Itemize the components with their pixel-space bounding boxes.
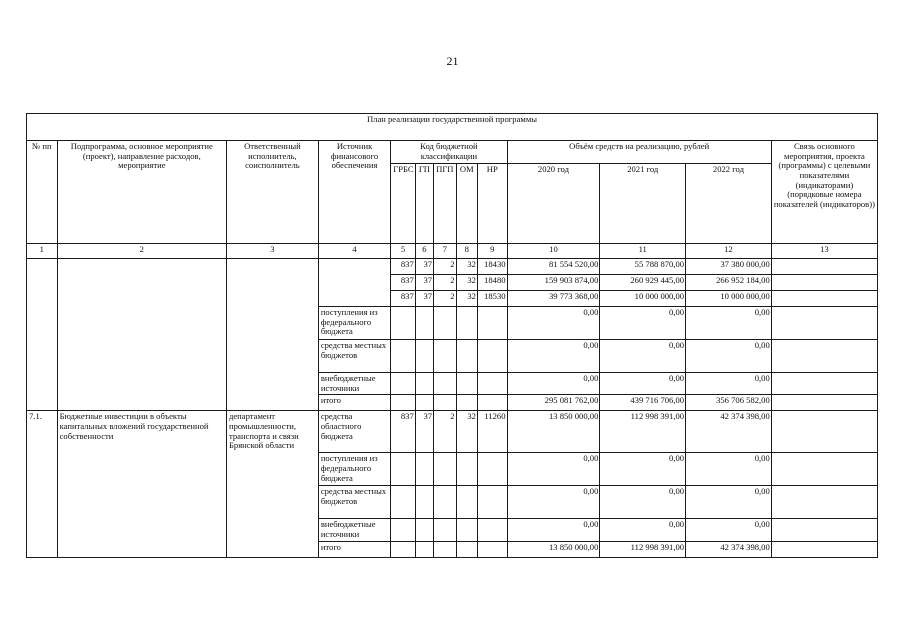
cell-pgp: 2 — [434, 411, 456, 453]
cell-2020: 0,00 — [507, 307, 600, 340]
cell-2021: 112 998 391,00 — [600, 411, 686, 453]
cell-gp: 37 — [415, 411, 433, 453]
cell-om: 32 — [456, 291, 477, 307]
cell-source: итого — [318, 541, 390, 557]
header-budget-code: Код бюджетной классификации — [391, 141, 507, 164]
cell-gp: 37 — [415, 259, 433, 275]
cell-2021: 0,00 — [600, 340, 686, 373]
cell-2022: 0,00 — [686, 486, 772, 519]
cell-2020: 0,00 — [507, 340, 600, 373]
cell-gp: 37 — [415, 291, 433, 307]
cell-pgp: 2 — [434, 275, 456, 291]
header-2022: 2022 год — [686, 164, 772, 244]
cell-num — [27, 259, 58, 411]
cell-om: 32 — [456, 275, 477, 291]
table-row — [27, 411, 878, 453]
cell-2021: 112 998 391,00 — [600, 541, 686, 557]
page-number: 21 — [446, 54, 459, 68]
cell-2022: 0,00 — [686, 519, 772, 541]
header-grbs: ГРБС — [391, 164, 415, 244]
cell-2020: 0,00 — [507, 373, 600, 395]
cell-link — [771, 340, 877, 373]
cell-2022: 0,00 — [686, 453, 772, 486]
cell-2020: 0,00 — [507, 486, 600, 519]
col-number: 4 — [318, 244, 390, 259]
col-number: 3 — [226, 244, 318, 259]
header-2021: 2021 год — [600, 164, 686, 244]
cell-2022: 0,00 — [686, 307, 772, 340]
cell-grbs: 837 — [391, 411, 415, 453]
header-program: Подпрограмма, основное мероприятие (проект), направление расходов, мероприятие — [57, 141, 226, 244]
cell-program: Бюджетные инвестиции в объекты капитальных вложений государственной собственности — [57, 411, 226, 557]
col-number: 10 — [507, 244, 600, 259]
header-pgp: ПГП — [434, 164, 456, 244]
cell-2020: 13 850 000,00 — [507, 411, 600, 453]
cell-2021: 0,00 — [600, 453, 686, 486]
cell-link — [771, 259, 877, 275]
column-number-row — [27, 244, 878, 259]
cell-source: средства местных бюджетов — [318, 486, 390, 519]
cell-nr: 18480 — [477, 275, 507, 291]
program-plan-table — [26, 113, 878, 558]
cell-2020: 13 850 000,00 — [507, 541, 600, 557]
cell-source: средства местных бюджетов — [318, 340, 390, 373]
header-num: № пп — [27, 141, 58, 244]
cell-2022: 0,00 — [686, 340, 772, 373]
cell-2022: 42 374 398,00 — [686, 411, 772, 453]
cell-2020: 295 081 762,00 — [507, 395, 600, 411]
header-om: ОМ — [456, 164, 477, 244]
cell-2020: 0,00 — [507, 453, 600, 486]
cell-source: средства областного бюджета — [318, 411, 390, 453]
cell-source: поступления из федерального бюджета — [318, 307, 390, 340]
cell-grbs: 837 — [391, 291, 415, 307]
cell-source — [318, 259, 390, 307]
cell-2021: 10 000 000,00 — [600, 291, 686, 307]
cell-link — [771, 541, 877, 557]
cell-link — [771, 519, 877, 541]
cell-source: внебюджетные источники — [318, 519, 390, 541]
cell-2021: 55 788 870,00 — [600, 259, 686, 275]
cell-2021: 0,00 — [600, 373, 686, 395]
cell-grbs: 837 — [391, 275, 415, 291]
cell-2022: 10 000 000,00 — [686, 291, 772, 307]
cell-link — [771, 373, 877, 395]
col-number: 13 — [771, 244, 877, 259]
header-source: Источник финансового обеспечения — [318, 141, 390, 244]
cell-nr: 11260 — [477, 411, 507, 453]
header-2020: 2020 год — [507, 164, 600, 244]
header-responsible: Ответственный исполнитель, соисполнитель — [226, 141, 318, 244]
col-number: 5 — [391, 244, 415, 259]
cell-program — [57, 259, 226, 411]
col-number: 8 — [456, 244, 477, 259]
col-number: 7 — [434, 244, 456, 259]
col-number: 11 — [600, 244, 686, 259]
cell-2021: 0,00 — [600, 486, 686, 519]
col-number: 1 — [27, 244, 58, 259]
cell-2021: 439 716 706,00 — [600, 395, 686, 411]
cell-om: 32 — [456, 259, 477, 275]
header-nr: НР — [477, 164, 507, 244]
cell-2020: 39 773 368,00 — [507, 291, 600, 307]
col-number: 9 — [477, 244, 507, 259]
cell-link — [771, 291, 877, 307]
cell-pgp: 2 — [434, 259, 456, 275]
cell-num: 7.1. — [27, 411, 58, 557]
cell-2020: 159 903 874,00 — [507, 275, 600, 291]
cell-source: итого — [318, 395, 390, 411]
table-row — [27, 259, 878, 275]
cell-nr: 18430 — [477, 259, 507, 275]
cell-source: внебюджетные источники — [318, 373, 390, 395]
cell-link — [771, 486, 877, 519]
cell-link — [771, 307, 877, 340]
cell-responsible — [226, 259, 318, 411]
cell-2021: 0,00 — [600, 307, 686, 340]
header-volume: Объём средств на реализацию, рублей — [507, 141, 771, 164]
table-title: План реализации государственной программы — [27, 114, 878, 141]
header-gp: ГП — [415, 164, 433, 244]
cell-2020: 81 554 520,00 — [507, 259, 600, 275]
cell-source: поступления из федерального бюджета — [318, 453, 390, 486]
cell-link — [771, 275, 877, 291]
cell-gp: 37 — [415, 275, 433, 291]
cell-2021: 260 929 445,00 — [600, 275, 686, 291]
cell-2022: 37 380 000,00 — [686, 259, 772, 275]
col-number: 2 — [57, 244, 226, 259]
cell-nr: 18530 — [477, 291, 507, 307]
cell-2021: 0,00 — [600, 519, 686, 541]
cell-2022: 42 374 398,00 — [686, 541, 772, 557]
cell-2022: 0,00 — [686, 373, 772, 395]
col-number: 12 — [686, 244, 772, 259]
cell-2022: 356 706 582,00 — [686, 395, 772, 411]
cell-link — [771, 453, 877, 486]
header-link: Связь основного мероприятия, проекта (программы) с целевыми показателями (индикаторами) (порядковые номера показателей (индикаторов)) — [771, 141, 877, 244]
cell-om: 32 — [456, 411, 477, 453]
cell-grbs: 837 — [391, 259, 415, 275]
cell-2020: 0,00 — [507, 519, 600, 541]
cell-link — [771, 411, 877, 453]
col-number: 6 — [415, 244, 433, 259]
cell-pgp: 2 — [434, 291, 456, 307]
cell-responsible: департамент промышленности, транспорта и связи Брянской области — [226, 411, 318, 557]
cell-link — [771, 395, 877, 411]
cell-2022: 266 952 184,00 — [686, 275, 772, 291]
